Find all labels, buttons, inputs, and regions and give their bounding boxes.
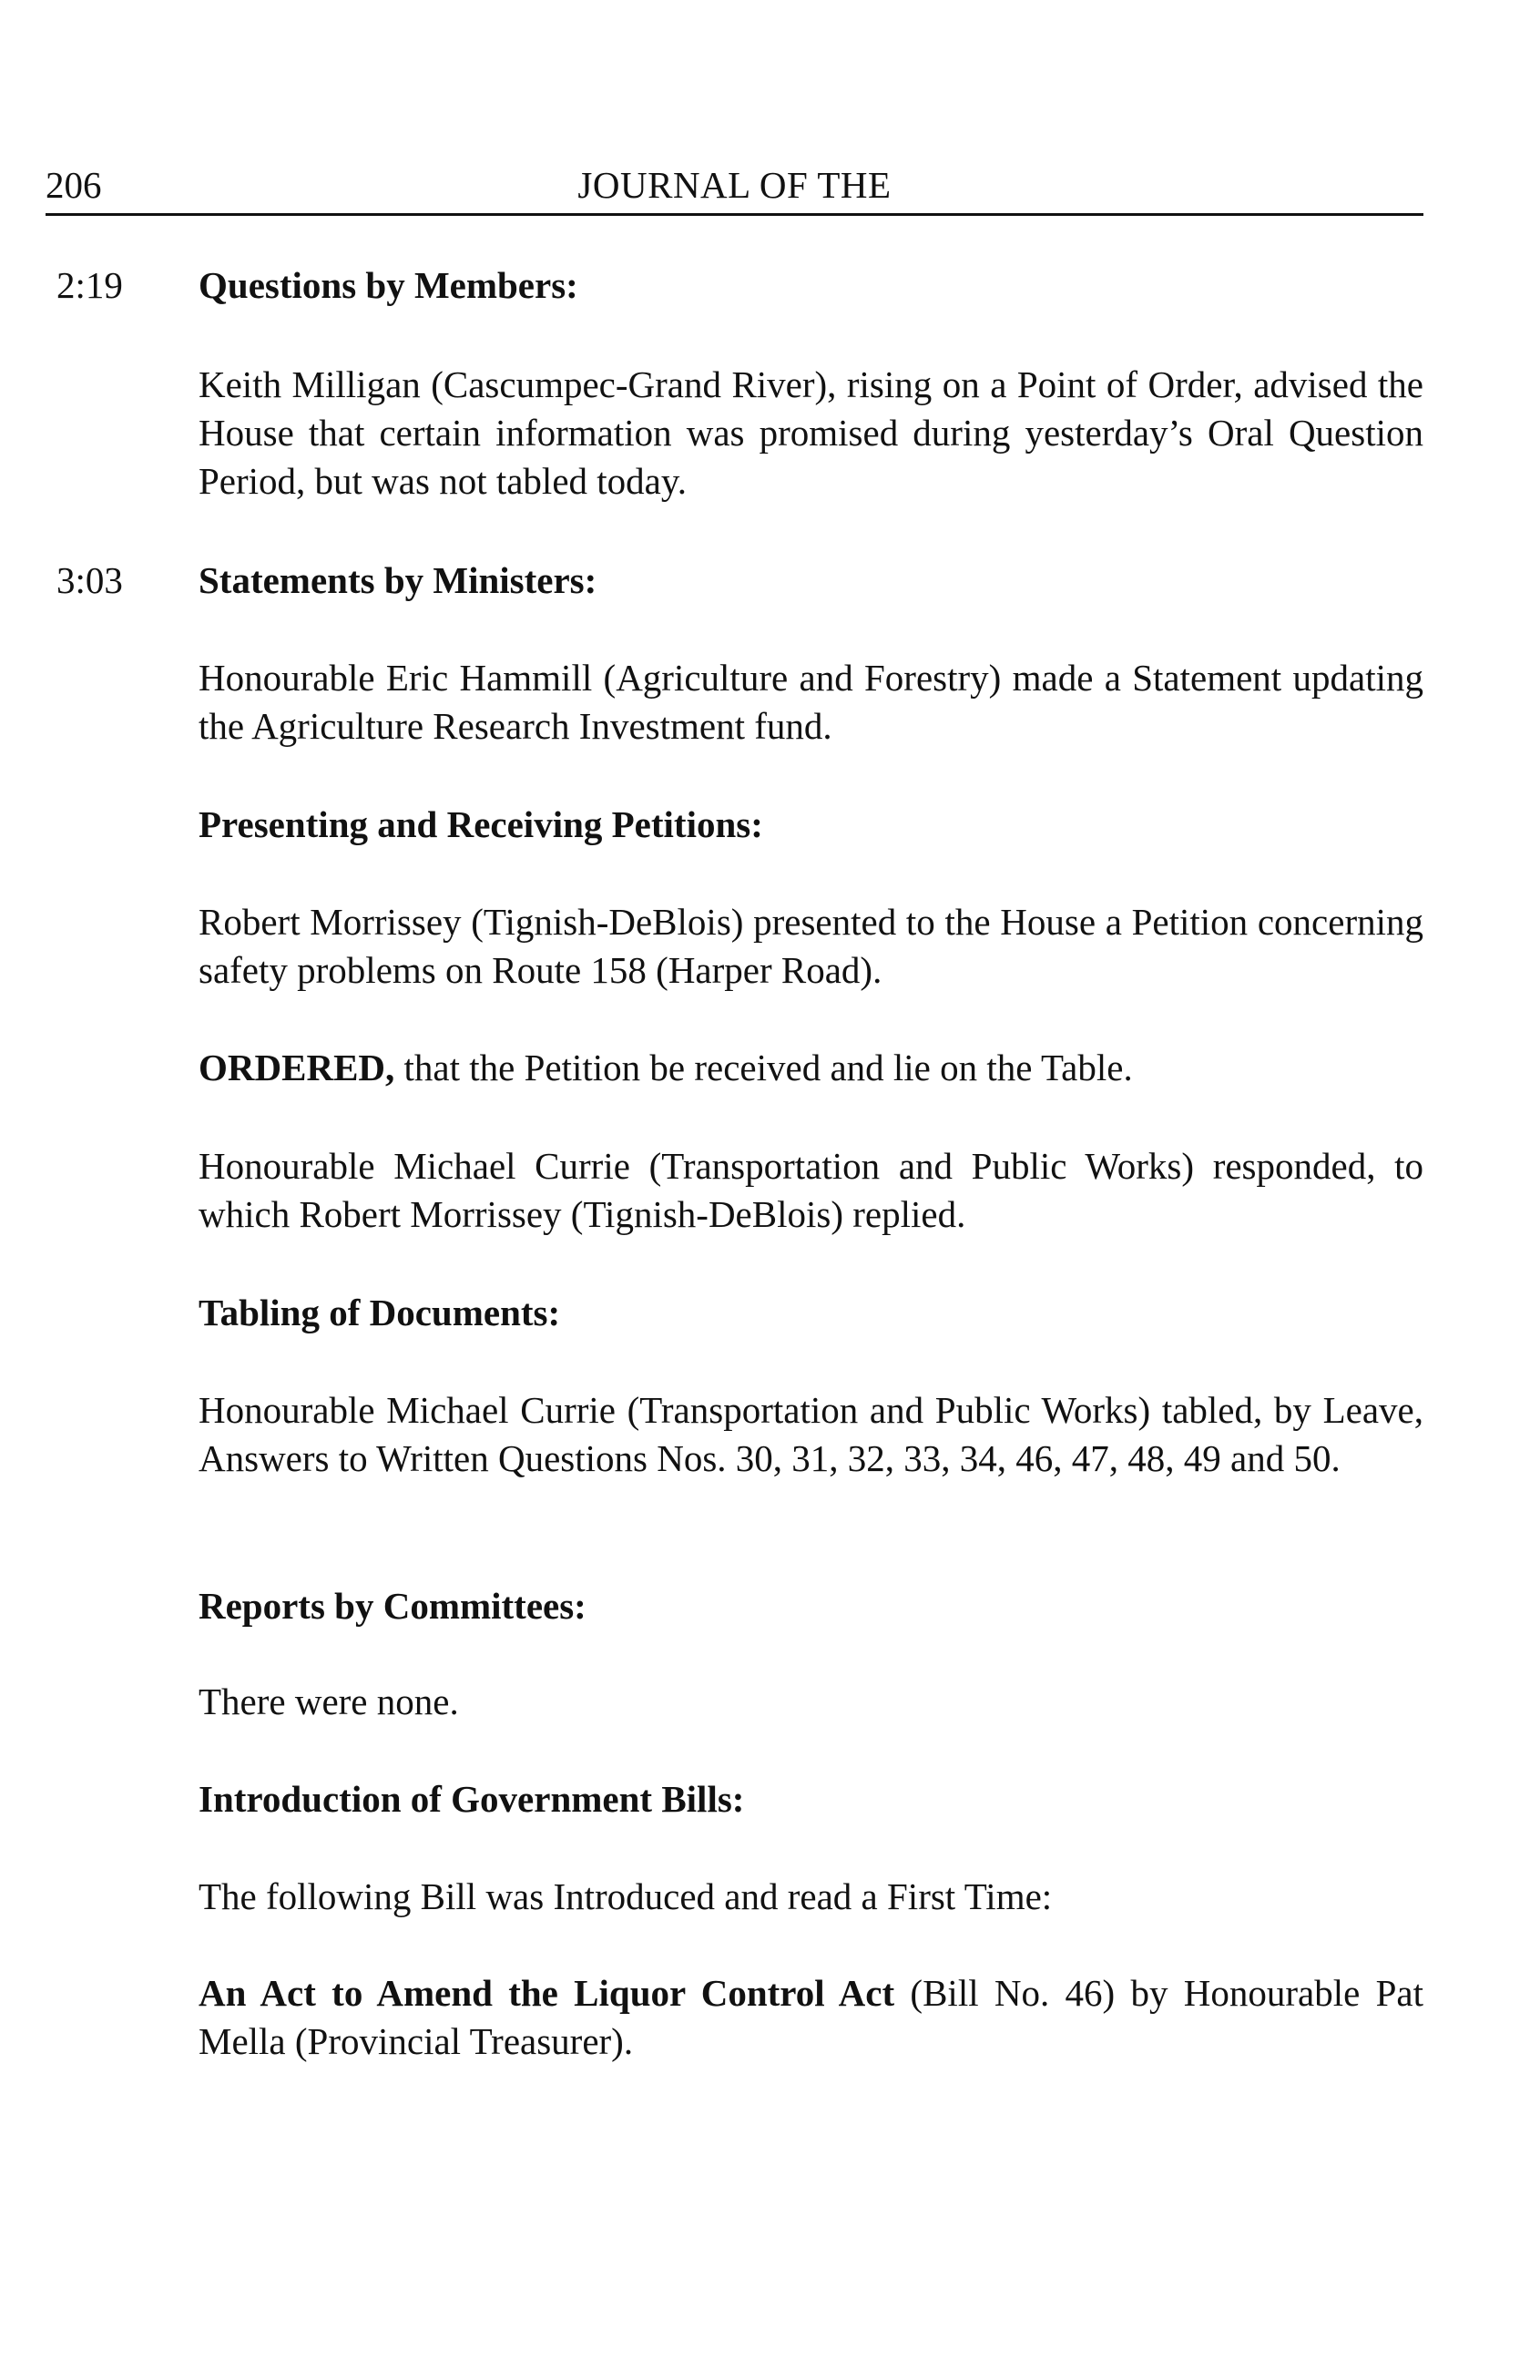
- page-number: 206: [46, 164, 102, 206]
- page-header: [46, 162, 1423, 216]
- paragraph-ordered: [199, 1044, 1423, 1092]
- paragraph-questions: Keith Milligan (Cascumpec-Grand River), rising on a Point of Order, advised the House that certain information was promised during yesterday’s Oral Question Period, but was not tabled today.: [199, 363, 1423, 502]
- paragraph-reports: There were none.: [199, 1680, 459, 1722]
- running-title: JOURNAL OF THE: [577, 164, 892, 206]
- section-heading-statements: Statements by Ministers:: [199, 559, 597, 601]
- ordered-label: ORDERED,: [199, 1047, 395, 1088]
- bill-details: (Bill No. 46) by Honourable Pat Mella (Provincial Treasurer).: [199, 1972, 1423, 2062]
- bill-title: An Act to Amend the Liquor Control Act: [199, 1972, 895, 2014]
- section-heading-bills: Introduction of Government Bills:: [199, 1778, 745, 1820]
- section-heading-petitions: Presenting and Receiving Petitions:: [199, 803, 763, 845]
- paragraph-bills-intro: The following Bill was Introduced and read a First Time:: [199, 1875, 1053, 1917]
- paragraph-tabling: Honourable Michael Currie (Transportation and Public Works) tabled, by Leave, Answers to Written Questions Nos. 30, 31, 32, 33, 34, 46, 47, 48, 49 and 50.: [199, 1389, 1423, 1479]
- section-heading-questions: Questions by Members:: [199, 264, 578, 306]
- paragraph-petitions: Robert Morrissey (Tignish-DeBlois) presented to the House a Petition concerning safety problems on Route 158 (Harper Road).: [199, 901, 1423, 991]
- time-stamp: 3:03: [56, 559, 123, 601]
- section-heading-tabling: Tabling of Documents:: [199, 1292, 561, 1333]
- paragraph-bill: [199, 1969, 1423, 2066]
- time-stamp: 2:19: [56, 264, 123, 306]
- paragraph-statements: Honourable Eric Hammill (Agriculture and Forestry) made a Statement updating the Agriculture Research Investment fund.: [199, 657, 1423, 747]
- paragraph-response: Honourable Michael Currie (Transportation and Public Works) responded, to which Robert Morrissey (Tignish-DeBlois) replied.: [199, 1145, 1423, 1235]
- section-heading-reports: Reports by Committees:: [199, 1585, 586, 1627]
- ordered-text: that the Petition be received and lie on the Table.: [394, 1047, 1133, 1088]
